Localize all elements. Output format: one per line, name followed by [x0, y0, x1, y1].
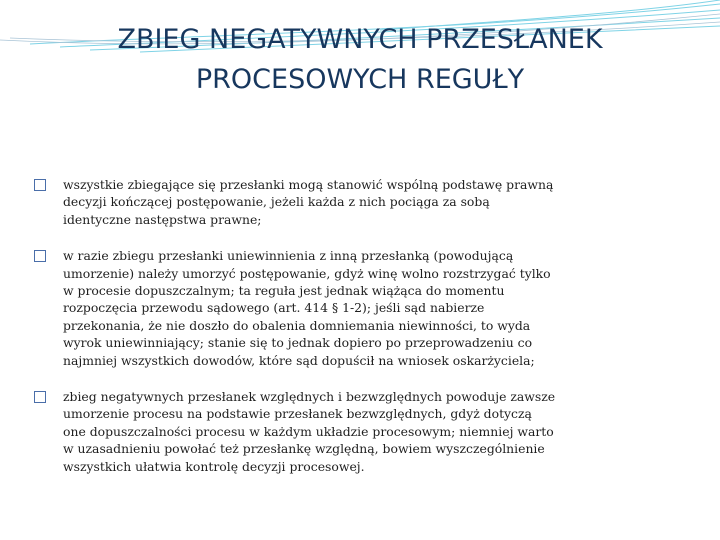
bullet-line: w razie zbiegu przesłanki uniewinnienia z inną przesłanką (powodującą: [63, 248, 514, 264]
bullet-item-1: [34, 176, 686, 228]
bullet-line: wyrok uniewinniający; stanie się to jednak dopiero po przeprowadzeniu co: [63, 335, 533, 351]
bullet-item-3: [34, 388, 686, 475]
bullet-list: [34, 176, 686, 494]
bullet-line: w uzasadnieniu powołać też przesłankę względną, bowiem wyszczególnienie: [63, 441, 545, 457]
bullet-line: rozpoczęcia przewodu sądowego (art. 414 § 1-2); jeśli sąd nabierze: [63, 300, 485, 316]
bullet-line: wszystkich ułatwia kontrolę decyzji procesowej.: [63, 458, 365, 474]
bullet-line: wszystkie zbiegające się przesłanki mogą stanowić wspólną podstawę prawną: [63, 177, 554, 192]
bullet-line: przekonania, że nie doszło do obalenia domniemania niewinności, to wyda: [63, 317, 531, 333]
bullet-line: one dopuszczalności procesu w każdym układzie procesowym; niemniej warto: [63, 423, 554, 439]
square-bullet-icon: [34, 179, 46, 191]
bullet-line: w procesie dopuszczalnym; ta reguła jest jednak wiążąca do momentu: [63, 283, 505, 299]
title-line-2: PROCESOWYCH REGUŁY: [195, 64, 525, 95]
bullet-line: decyzji kończącej postępowanie, jeżeli każda z nich pociąga za sobą: [63, 194, 490, 210]
bullet-line: zbieg negatywnych przesłanek względnych i bezwzględnych powoduje zawsze: [63, 389, 556, 405]
slide-title: [40, 20, 680, 100]
square-bullet-icon: [34, 391, 46, 403]
square-bullet-icon: [34, 250, 46, 262]
bullet-line: najmniej wszystkich dowodów, które sąd dopuścił na wniosek oskarżyciela;: [63, 352, 535, 368]
bullet-line: identyczne następstwa prawne;: [63, 211, 262, 227]
bullet-line: umorzenie procesu na podstawie przesłanek bezwzględnych, gdyż dotyczą: [63, 406, 532, 422]
title-line-1: ZBIEG NEGATYWNYCH PRZESŁANEK: [117, 24, 603, 55]
bullet-line: umorzenie) należy umorzyć postępowanie, gdyż winę wolno rozstrzygać tylko: [63, 265, 551, 281]
bullet-item-2: [34, 247, 686, 369]
